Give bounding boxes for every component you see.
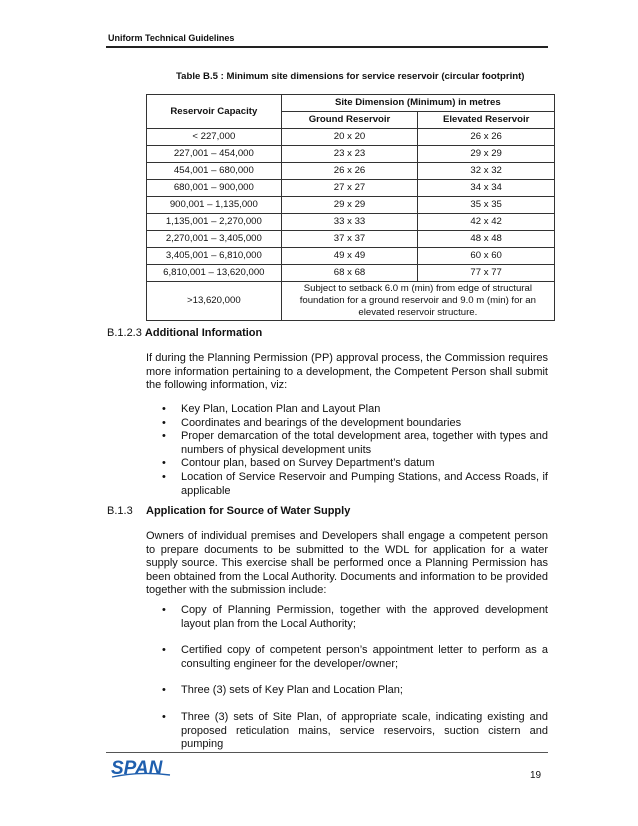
cell-elevated: 26 x 26 <box>418 129 555 146</box>
table-row-last <box>147 282 555 321</box>
cell-ground: 49 x 49 <box>281 248 418 265</box>
table-row <box>147 231 555 248</box>
list-item <box>146 403 548 417</box>
cell-ground: 68 x 68 <box>281 265 418 282</box>
table-row <box>147 248 555 265</box>
col-header-site-dimension: Site Dimension (Minimum) in metres <box>281 95 554 112</box>
cell-elevated: 60 x 60 <box>418 248 555 265</box>
cell-capacity: 900,001 – 1,135,000 <box>147 197 282 214</box>
cell-capacity: 1,135,001 – 2,270,000 <box>147 214 282 231</box>
list-item-text: Contour plan, based on Survey Department’s datum <box>181 457 435 470</box>
cell-elevated: 32 x 32 <box>418 163 555 180</box>
section-heading-b13 <box>107 505 350 517</box>
list-item-text: Key Plan, Location Plan and Layout Plan <box>181 403 381 415</box>
col-header-elevated: Elevated Reservoir <box>418 112 555 129</box>
list-item <box>146 711 548 752</box>
cell-ground: 27 x 27 <box>281 180 418 197</box>
bullet-icon: • <box>162 604 166 616</box>
cell-capacity: 2,270,001 – 3,405,000 <box>147 231 282 248</box>
cell-ground: 37 x 37 <box>281 231 418 248</box>
list-item <box>146 604 548 631</box>
cell-ground: 33 x 33 <box>281 214 418 231</box>
bullet-icon: • <box>162 644 166 657</box>
cell-elevated: 48 x 48 <box>418 231 555 248</box>
list-item-text: Location of Service Reservoir and Pumping Stations, and Access Roads, if applicable <box>181 470 548 497</box>
section-heading-b123 <box>107 327 262 339</box>
cell-capacity: 454,001 – 680,000 <box>147 163 282 180</box>
bullet-icon: • <box>162 416 166 429</box>
additional-info-list <box>146 403 548 498</box>
setback-note: Subject to setback 6.0 m (min) from edge of structural foundation for a ground reservoir and 9.0 m (min) for an elevated reservoir structure. <box>281 282 554 321</box>
table-row <box>147 163 555 180</box>
cell-elevated: 29 x 29 <box>418 146 555 163</box>
table-row <box>147 265 555 282</box>
footer-rule <box>106 752 548 753</box>
list-item <box>146 644 548 671</box>
table-row <box>147 214 555 231</box>
cell-capacity: 680,001 – 900,000 <box>147 180 282 197</box>
col-header-ground: Ground Reservoir <box>281 112 418 129</box>
cell-ground: 26 x 26 <box>281 163 418 180</box>
list-item-text: Coordinates and bearings of the development boundaries <box>181 416 462 429</box>
cell-ground: 20 x 20 <box>281 129 418 146</box>
list-item <box>146 430 548 457</box>
bullet-icon: • <box>162 403 166 415</box>
cell-elevated: 77 x 77 <box>418 265 555 282</box>
page-number: 19 <box>530 770 542 781</box>
table-row <box>147 197 555 214</box>
section-number: B.1.3 <box>107 505 133 517</box>
cell-ground: 23 x 23 <box>281 146 418 163</box>
reservoir-dimension-table <box>146 94 555 321</box>
list-item-text: Certified copy of competent person’s appointment letter to perform as a consulting engineer for the developer/owner; <box>181 644 548 670</box>
span-logo-icon <box>110 754 172 780</box>
cell-elevated: 35 x 35 <box>418 197 555 214</box>
section-number: B.1.2.3 <box>107 327 142 339</box>
table-row <box>147 180 555 197</box>
cell-capacity: 6,810,001 – 13,620,000 <box>147 265 282 282</box>
running-header: Uniform Technical Guidelines <box>108 33 235 43</box>
cell-ground: 29 x 29 <box>281 197 418 214</box>
list-item <box>146 457 548 471</box>
section-title: Additional Information <box>144 327 263 339</box>
bullet-icon: • <box>162 470 166 483</box>
bullet-icon: • <box>162 457 166 470</box>
table-row <box>147 129 555 146</box>
header-rule <box>106 46 548 48</box>
bullet-icon: • <box>162 430 166 443</box>
list-item <box>146 417 548 431</box>
list-item-text: Copy of Planning Permission, together with the approved development layout plan from the Local Authority; <box>181 604 548 630</box>
paragraph-additional-info: If during the Planning Permission (PP) approval process, the Commission requires more information pertaining to a development, the Competent Person shall submit the following information, viz: <box>146 352 548 392</box>
list-item <box>146 471 548 498</box>
paragraph-water-supply: Owners of individual premises and Developers shall engage a competent person to prepare documents to be submitted to the WDL for application for a water supply source. This exercise shall be performed once a Planning Permission has been obtained from the Local Authority. Documents and information to be provided together with the submission include: <box>146 530 548 597</box>
cell-elevated: 34 x 34 <box>418 180 555 197</box>
cell-capacity: >13,620,000 <box>147 282 282 321</box>
col-header-capacity: Reservoir Capacity <box>147 95 282 129</box>
bullet-icon: • <box>162 684 166 697</box>
cell-capacity: 227,001 – 454,000 <box>147 146 282 163</box>
table-caption: Table B.5 : Minimum site dimensions for service reservoir (circular footprint) <box>176 71 525 82</box>
list-item-text: Three (3) sets of Key Plan and Location Plan; <box>181 684 403 697</box>
list-item <box>146 684 548 698</box>
span-logo <box>110 754 172 785</box>
list-item-text: Proper demarcation of the total development area, together with types and numbers of physical development units <box>181 430 548 456</box>
cell-capacity: < 227,000 <box>147 129 282 146</box>
cell-elevated: 42 x 42 <box>418 214 555 231</box>
list-item-text: Three (3) sets of Site Plan, of appropriate scale, indicating existing and proposed reticulation mains, service reservoirs, suction cistern and pumping <box>181 710 548 751</box>
logo-text: SPAN <box>111 758 163 779</box>
section-title: Application for Source of Water Supply <box>146 505 351 517</box>
table-row <box>147 146 555 163</box>
bullet-icon: • <box>162 710 166 723</box>
submission-documents-list <box>146 604 548 752</box>
cell-capacity: 3,405,001 – 6,810,000 <box>147 248 282 265</box>
